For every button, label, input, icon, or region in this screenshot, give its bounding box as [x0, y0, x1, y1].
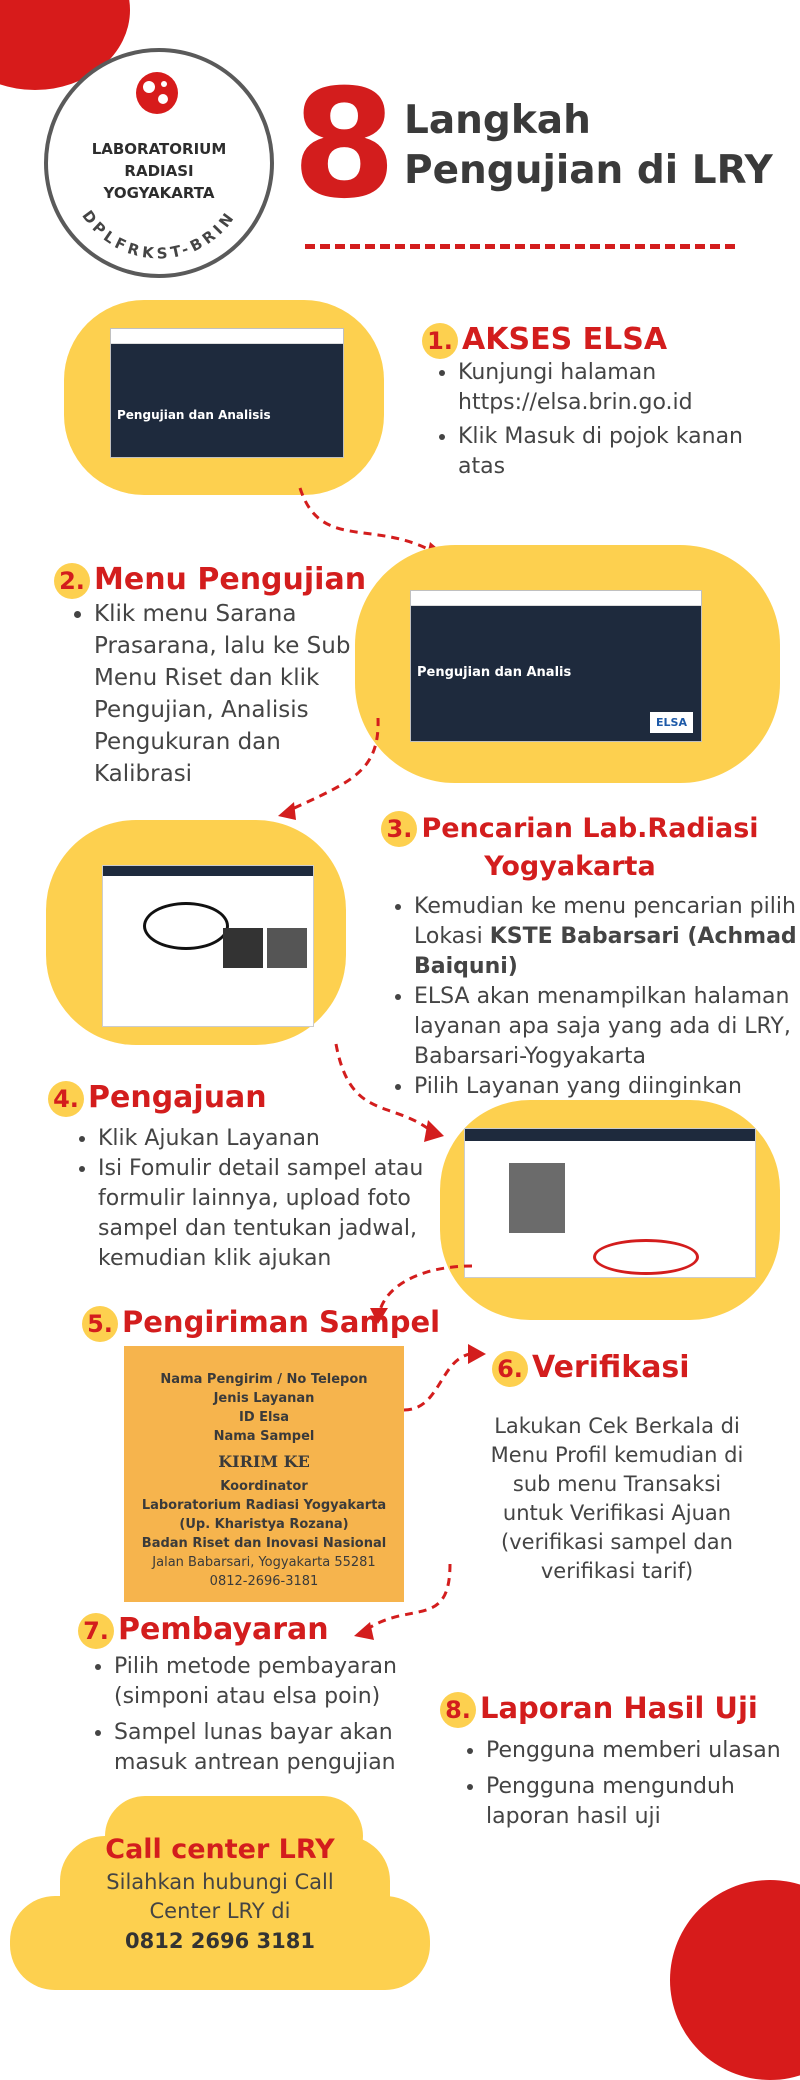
callcenter-title: Call center LRY: [105, 1834, 335, 1865]
step2-title: Menu Pengujian: [94, 562, 367, 597]
step5-number: 5.: [82, 1306, 118, 1342]
step2-number: 2.: [54, 563, 90, 599]
step1-list: [436, 358, 758, 482]
logo-lab-name: LABORATORIUM RADIASI YOGYAKARTA: [91, 140, 227, 202]
step2-screenshot: [410, 590, 702, 742]
step8-heading: [440, 1688, 758, 1728]
list-item: • Klik Masuk di pojok kanan atas: [458, 422, 758, 482]
step3-screenshot: [102, 865, 314, 1027]
step2-heading: [54, 560, 366, 600]
list-item: • Klik Ajukan Layanan: [98, 1124, 438, 1154]
step7-heading: [78, 1610, 329, 1650]
step7-title: Pembayaran: [118, 1612, 329, 1647]
callcenter-line1: Silahkan hubungi Call: [106, 1870, 334, 1894]
ship-field: Jenis Layanan: [213, 1391, 315, 1406]
step3-title: Pencarian Lab.Radiasi Yogyakarta: [421, 813, 759, 882]
step6-number: 6.: [492, 1351, 528, 1387]
step3-number: 3.: [381, 811, 417, 847]
list-item: • Sampel lunas bayar akan masuk antrean pengujian: [114, 1718, 424, 1778]
step4-number: 4.: [48, 1081, 84, 1117]
page-title: [404, 96, 773, 196]
step4-screenshot: [464, 1128, 756, 1278]
step6-text: Lakukan Cek Berkala di Menu Profil kemudian di sub menu Transaksi untuk Verifikasi Ajuan (verifikasi sampel dan verifikasi tarif): [490, 1414, 744, 1583]
step1-screenshot: [110, 328, 344, 458]
list-item: • Kunjungi halaman https://elsa.brin.go.id: [458, 358, 758, 418]
step1-heading: [422, 320, 667, 360]
step8-number: 8.: [440, 1692, 476, 1728]
step4-heading: [48, 1078, 267, 1118]
step8-title: Laporan Hasil Uji: [480, 1691, 758, 1725]
phone: 0812-2696-3181: [209, 1574, 319, 1589]
callcenter-phone[interactable]: 0812 2696 3181: [125, 1929, 315, 1953]
ship-field: Nama Pengirim / No Telepon: [160, 1372, 368, 1387]
corner-decoration-bottom-right: [670, 1880, 800, 2080]
ship-field: ID Elsa: [238, 1410, 289, 1425]
callcenter: [40, 1832, 400, 1956]
ship-field: Nama Sampel: [213, 1429, 315, 1444]
elsa-badge: ELSA: [650, 712, 693, 733]
list-item: • Pilih Layanan yang diinginkan: [414, 1072, 800, 1102]
list-item: • Pengguna memberi ulasan: [486, 1736, 786, 1766]
list-item: • Klik menu Sarana Prasarana, lalu ke Sub Menu Riset dan klik Pengujian, Analisis Pengukuran dan Kalibrasi: [94, 598, 374, 790]
callcenter-line2: Center LRY di: [149, 1899, 291, 1923]
address: Jalan Babarsari, Yogyakarta 55281: [152, 1555, 376, 1570]
step4-title: Pengajuan: [88, 1080, 267, 1115]
recipient-line: Laboratorium Radiasi Yogyakarta: [141, 1498, 387, 1513]
title-divider: [305, 244, 735, 249]
kirim-ke: KIRIM KE: [218, 1452, 310, 1471]
arrow-2-to-3: [270, 712, 390, 832]
step3-item1-text: Kemudian ke menu pencarian pilih Lokasi: [414, 894, 796, 949]
recipient-line: (Up. Kharistya Rozana): [179, 1517, 349, 1532]
logo-ring-text: [44, 48, 274, 278]
screenshot2-caption: Pengujian dan Analis: [417, 665, 572, 680]
list-item: • Pilih metode pembayaran (simponi atau elsa poin): [114, 1652, 424, 1712]
title-line1: Langkah: [404, 98, 591, 143]
step5-title: Pengiriman Sampel: [122, 1305, 441, 1339]
list-item: • Pengguna mengunduh laporan hasil uji: [486, 1772, 786, 1832]
step3-location: KSTE Babarsari (Achmad Baiquni): [414, 924, 797, 979]
arrow-5-to-6: [400, 1340, 490, 1420]
title-line2: Pengujian di LRY: [404, 148, 773, 193]
step1-number: 1.: [422, 323, 458, 359]
recipient-line: Badan Riset dan Inovasi Nasional: [141, 1536, 387, 1551]
list-item: • Isi Fomulir detail sampel atau formulir lainnya, upload foto sampel dan tentukan jadwal, kemudian klik ajukan: [98, 1154, 438, 1274]
recipient-line: Koordinator: [220, 1479, 308, 1494]
step3-heading: [380, 810, 760, 886]
list-item: [414, 892, 800, 982]
step7-list: [92, 1652, 424, 1778]
step8-list: [464, 1736, 786, 1832]
list-item: • ELSA akan menampilkan halaman layanan apa saja yang ada di LRY, Babarsari-Yogyakarta: [414, 982, 800, 1072]
step1-title: AKSES ELSA: [462, 322, 668, 357]
screenshot1-caption: Pengujian dan Analisis: [117, 408, 271, 422]
step-count: 8: [292, 58, 397, 232]
svg-text:DPLFRKST-BRIN: [78, 207, 239, 263]
arrow-3-to-4: [330, 1040, 450, 1150]
step3-list: [392, 892, 800, 1102]
arrow-6-to-7: [350, 1560, 460, 1650]
step7-number: 7.: [78, 1613, 114, 1649]
step6-heading: [492, 1348, 690, 1388]
logo-ring-label: DPLFRKST-BRIN: [78, 206, 240, 263]
step5-heading: [82, 1302, 440, 1342]
step6-title: Verifikasi: [532, 1350, 690, 1385]
